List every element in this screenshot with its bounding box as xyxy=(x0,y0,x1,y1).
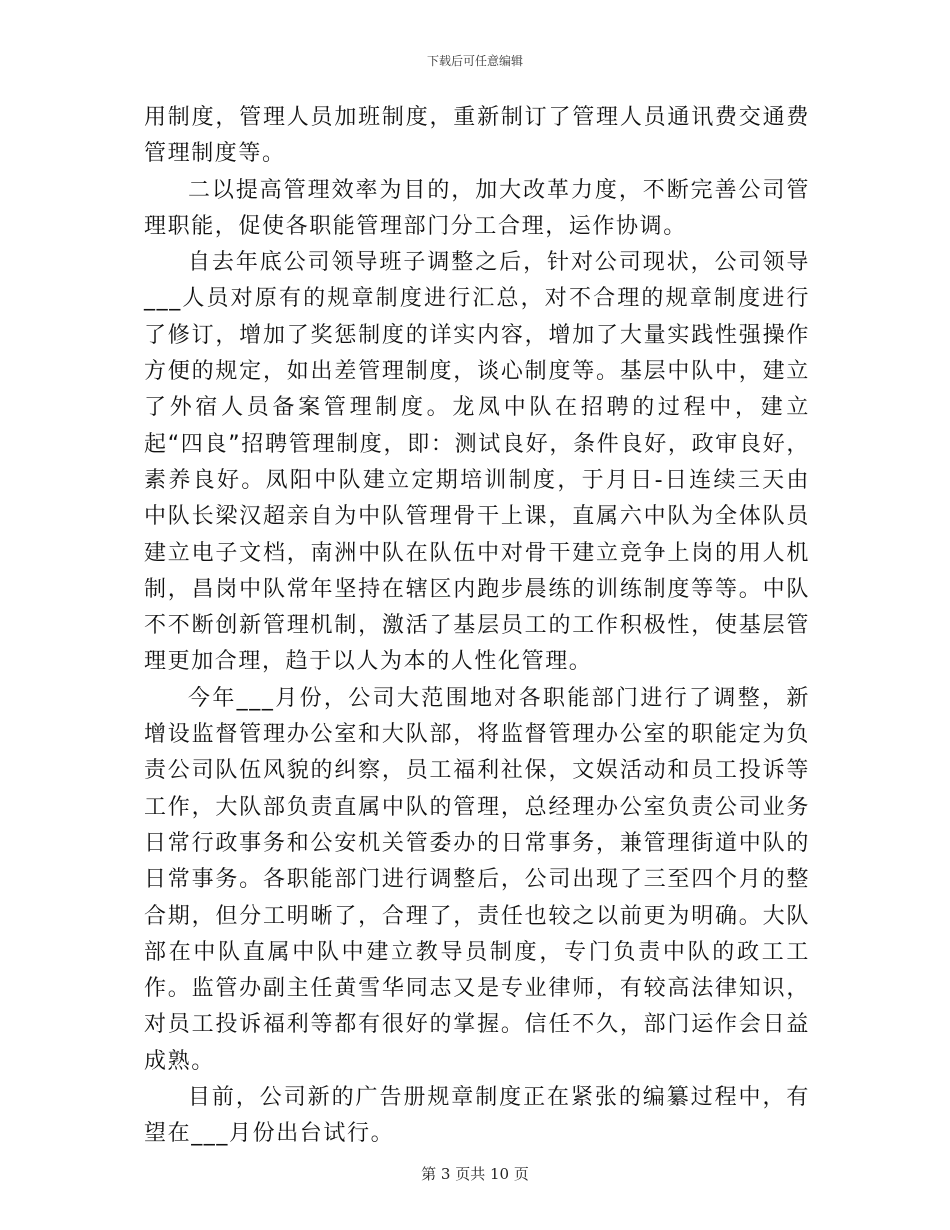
paragraph: 自去年底公司领导班子调整之后，针对公司现状，公司领导___人员对原有的规章制度进行汇总，对不合理的规章制度进行了修订，增加了奖惩制度的详实内容，增加了大量实践性强操作方便的规定，如出差管理制度，谈心制度等。基层中队中，建立了外宿人员备案管理制度。龙凤中队在招聘的过程中，建立起“四良”招聘管理制度，即：测试良好，条件良好，政审良好，素养良好。凤阳中队建立定期培训制度，于月日-日连续三天由中队长梁汉超亲自为中队管理骨干上课，直属六中队为全体队员建立电子文档，南洲中队在队伍中对骨干建立竞争上岗的用人机制，昌岗中队常年坚持在辖区内跑步晨练的训练制度等等。中队不不断创新管理机制，激活了基层员工的工作积极性，使基层管理更加合理，趋于以人为本的人性化管理。 xyxy=(144,250,810,675)
paragraph-continuation: 用制度，管理人员加班制度，重新制订了管理人员通讯费交通费管理制度等。 xyxy=(144,105,810,167)
paragraph: 目前，公司新的广告册规章制度正在紧张的编纂过程中，有望在___月份出台试行。 xyxy=(144,1085,810,1147)
page-header: 下载后可任意编辑 xyxy=(426,54,523,68)
page-number: 第 3 页共 10 页 xyxy=(421,1165,529,1183)
paragraph: 今年___月份，公司大范围地对各职能部门进行了调整，新增设监督管理办公室和大队部，将监督管理办公室的职能定为负责公司队伍风貌的纠察，员工福利社保，文娱活动和员工投诉等工作，大队部负责直属中队的管理，总经理办公室负责公司业务日常行政事务和公安机关管委办的日常事务，兼管理街道中队的日常事务。各职能部门进行调整后，公司出现了三至四个月的整合期，但分工明晰了，合理了，责任也较之以前更为明确。大队部在中队直属中队中建立教导员制度，专门负责中队的政工工作。监管办副主任黄雪华同志又是专业律师，有较高法律知识，对员工投诉福利等都有很好的掌握。信任不久，部门运作会日益成熟。 xyxy=(144,685,810,1074)
document-body xyxy=(144,100,810,1153)
paragraph: 二以提高管理效率为目的，加大改革力度，不断完善公司管理职能，促使各职能管理部门分工合理，运作协调。 xyxy=(144,177,810,239)
